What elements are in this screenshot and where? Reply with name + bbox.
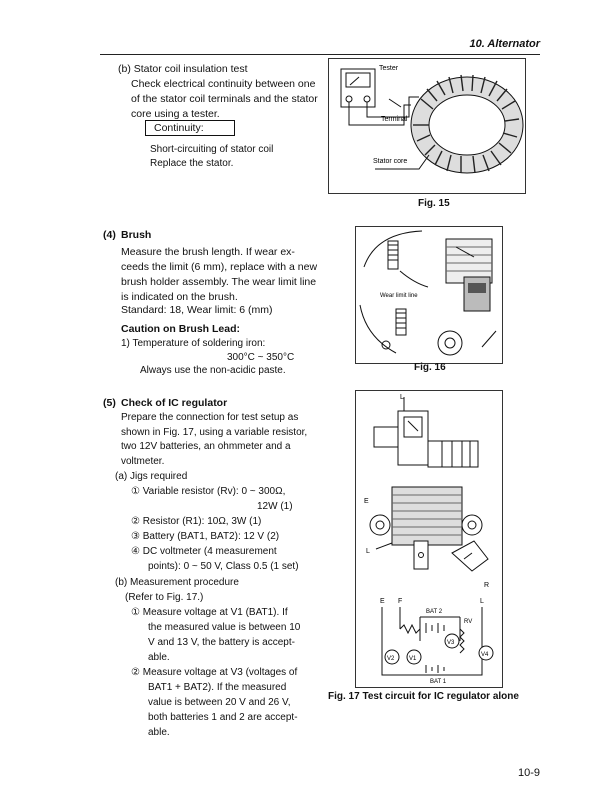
stator-heading: (b) Stator coil insulation test [118,63,248,75]
fig15-label-tester: Tester [379,65,399,72]
ic-intro-2: shown in Fig. 17, using a variable resistor, [121,426,308,438]
jig-4-cont: points): 0 ~ 50 V, Class 0.5 (1 set) [148,561,299,572]
proc-1-cont-b: V and 13 V, the battery is accept- [148,637,295,648]
fig17-bat2: BAT 2 [426,609,443,615]
fig17-v3: V3 [447,640,455,646]
fig17-v2: V2 [387,656,395,662]
brush-line-1: Measure the brush length. If wear ex- [121,246,295,258]
jig-4: ④ DC voltmeter (4 measurement [131,546,277,557]
fig17-circuit-F: F [398,598,403,605]
proc-1: ① Measure voltage at V1 (BAT1). If [131,607,288,618]
caution-paste: Always use the non-acidic paste. [140,365,286,376]
fig17-bat1: BAT 1 [430,679,447,685]
ic-number: (5) [103,397,116,409]
brush-heading: Brush [121,229,152,241]
fig17-top-R: R [484,582,490,589]
ic-intro-3: two 12V batteries, an ohmmeter and a [121,441,291,452]
fig17-top-E: E [364,498,369,505]
brush-number: (4) [103,229,116,241]
page-number: 10-9 [517,767,540,779]
proc-ref: (Refer to Fig. 17.) [125,592,204,603]
proc-2-cont-d: able. [148,727,170,738]
section-header: 10. Alternator [469,38,540,50]
fig17-v1: V1 [409,656,417,662]
jig-3: ③ Battery (BAT1, BAT2): 12 V (2) [131,531,280,542]
fig17-circuit-L: L [480,598,484,605]
proc-1-cont-a: the measured value is between 10 [148,622,301,633]
stator-line-3: core using a tester. [131,108,220,120]
proc-list [131,605,300,740]
brush-standard: Standard: 18, Wear limit: 6 (mm) [121,304,273,316]
fig16-image [355,226,503,364]
proc-2-cont-c: both batteries 1 and 2 are accept- [148,712,298,723]
stator-note-2: Replace the stator. [150,158,234,169]
fig17-image [355,390,503,688]
ic-intro-1: Prepare the connection for test setup as [121,412,299,423]
jig-1-cont: 12W (1) [257,501,293,512]
ic-heading: Check of IC regulator [121,397,228,409]
jig-2: ② Resistor (R1): 10Ω, 3W (1) [131,516,262,527]
fig16-label-wear-limit: Wear limit line [380,293,418,299]
proc-2-cont-b: value is between 20 V and 26 V, [148,697,291,708]
header-rule [100,54,540,55]
ic-intro-4: voltmeter. [121,455,165,467]
fig17-rv: RV [464,619,473,625]
fig17-caption: Fig. 17 Test circuit for IC regulator alone [328,691,519,702]
brush-line-4: is indicated on the brush. [121,291,238,303]
fig15-label-stator-core: Stator core [373,158,408,165]
fig17-top-L: L [400,394,404,401]
fig16-caption: Fig. 16 [414,362,446,373]
fig15-caption: Fig. 15 [418,198,450,209]
stator-line-2: of the stator coil terminals and the stator [131,93,318,105]
caution-item: 1) Temperature of soldering iron: [121,338,266,349]
fig15-label-terminal: Terminal [381,116,408,123]
stator-body [131,77,318,122]
fig15-image [328,58,526,194]
stator-note-1: Short-circuiting of stator coil [150,144,274,155]
fig17-v4: V4 [481,652,489,658]
brush-line-3: brush holder assembly. The wear limit line [121,276,317,288]
jig-1: ① Variable resistor (Rv): 0 ~ 300Ω, [131,486,286,497]
brush-body [121,245,317,305]
stator-notes [150,143,273,171]
jigs-heading: (a) Jigs required [115,471,188,482]
continuity-box: Continuity: [145,120,235,136]
fig17-mid-L: L [366,548,370,555]
ic-intro [121,411,307,469]
jigs-list [131,484,299,574]
proc-1-cont-c: able. [148,652,170,663]
proc-heading: (b) Measurement procedure [115,577,239,588]
proc-2-cont-a: BAT1 + BAT2). If the measured [148,682,287,693]
caution-temp: 300°C ~ 350°C [227,352,295,363]
caution-heading: Caution on Brush Lead: [121,323,240,335]
stator-line-1: Check electrical continuity between one [131,78,316,90]
fig17-circuit-E: E [380,598,385,605]
proc-2: ② Measure voltage at V3 (voltages of [131,667,298,678]
brush-line-2: ceeds the limit (6 mm), replace with a new [121,261,318,273]
